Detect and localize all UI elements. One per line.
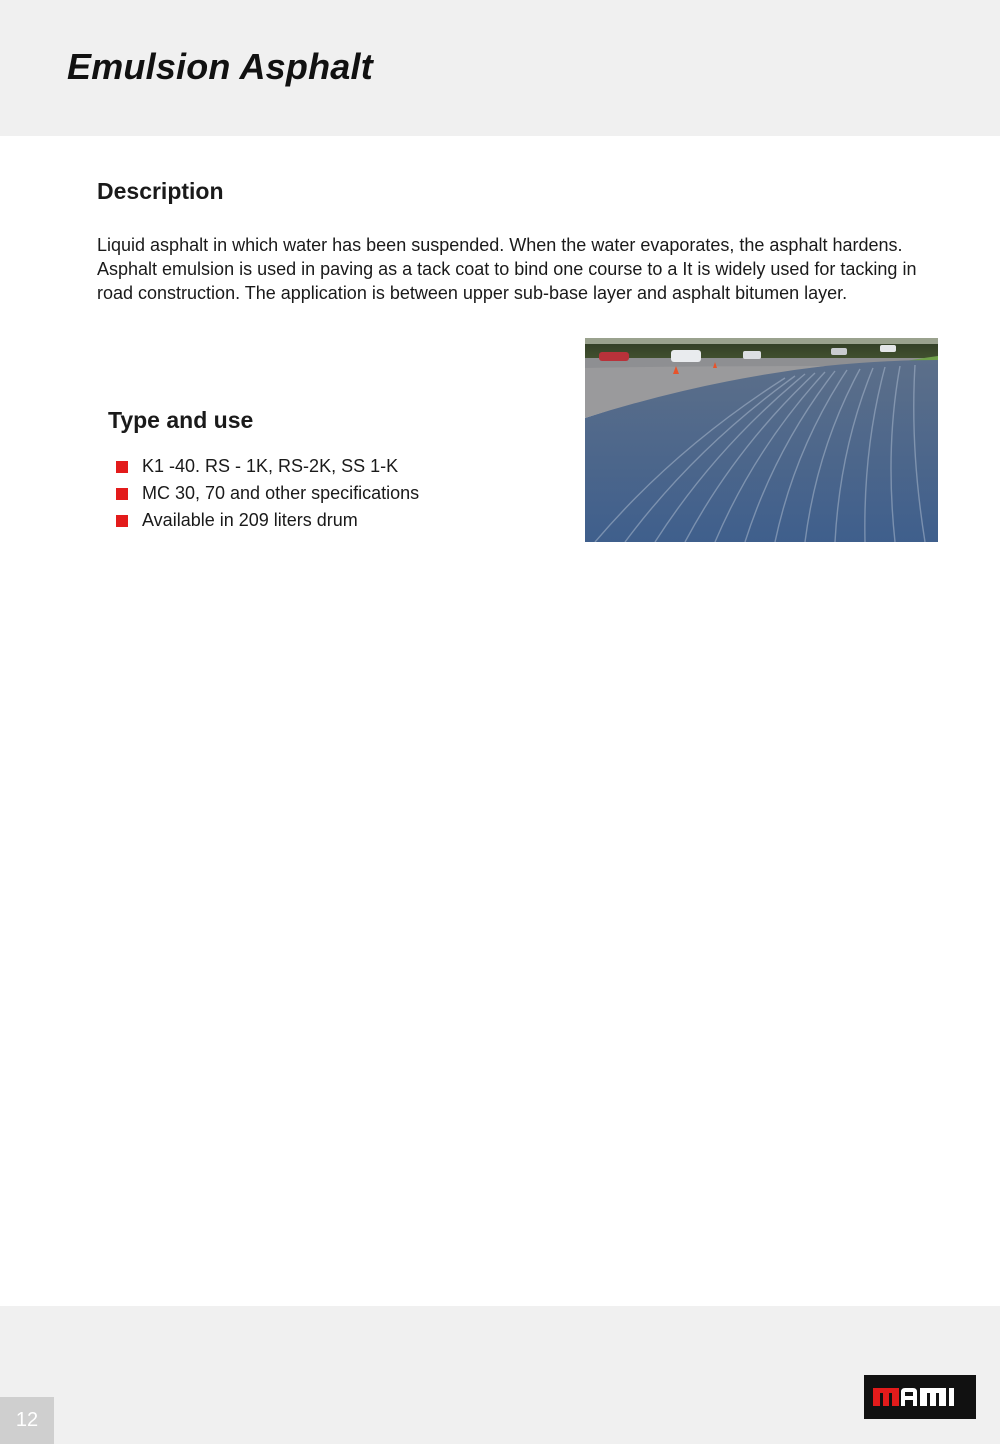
bullet-square-icon <box>116 488 128 500</box>
list-item-text: K1 -40. RS - 1K, RS-2K, SS 1-K <box>142 456 399 476</box>
bullet-square-icon <box>116 461 128 473</box>
type-and-use-list <box>116 453 419 534</box>
description-heading: Description <box>97 178 224 204</box>
page-title: Emulsion Asphalt <box>67 46 373 87</box>
type-and-use-heading: Type and use <box>108 407 254 433</box>
list-item <box>116 507 419 534</box>
list-item <box>116 480 419 507</box>
footer-band <box>0 1306 1000 1444</box>
list-item-text: MC 30, 70 and other specifications <box>142 483 420 503</box>
description-text: Liquid asphalt in which water has been suspended. When the water evaporates, the asphalt hardens. Asphalt emulsion is used in paving as a tack coat to bind one course to a It is widely used for tacking in road construction. The application is between upper sub-base layer and asphalt bitumen layer. <box>97 235 917 303</box>
list-item-text: Available in 209 liters drum <box>142 510 358 530</box>
header-band <box>0 0 1000 136</box>
list-item <box>116 453 419 480</box>
bullet-square-icon <box>116 515 128 527</box>
mami-logo <box>864 1375 976 1419</box>
page-number: 12 <box>0 1397 54 1444</box>
road-photo <box>585 338 938 542</box>
